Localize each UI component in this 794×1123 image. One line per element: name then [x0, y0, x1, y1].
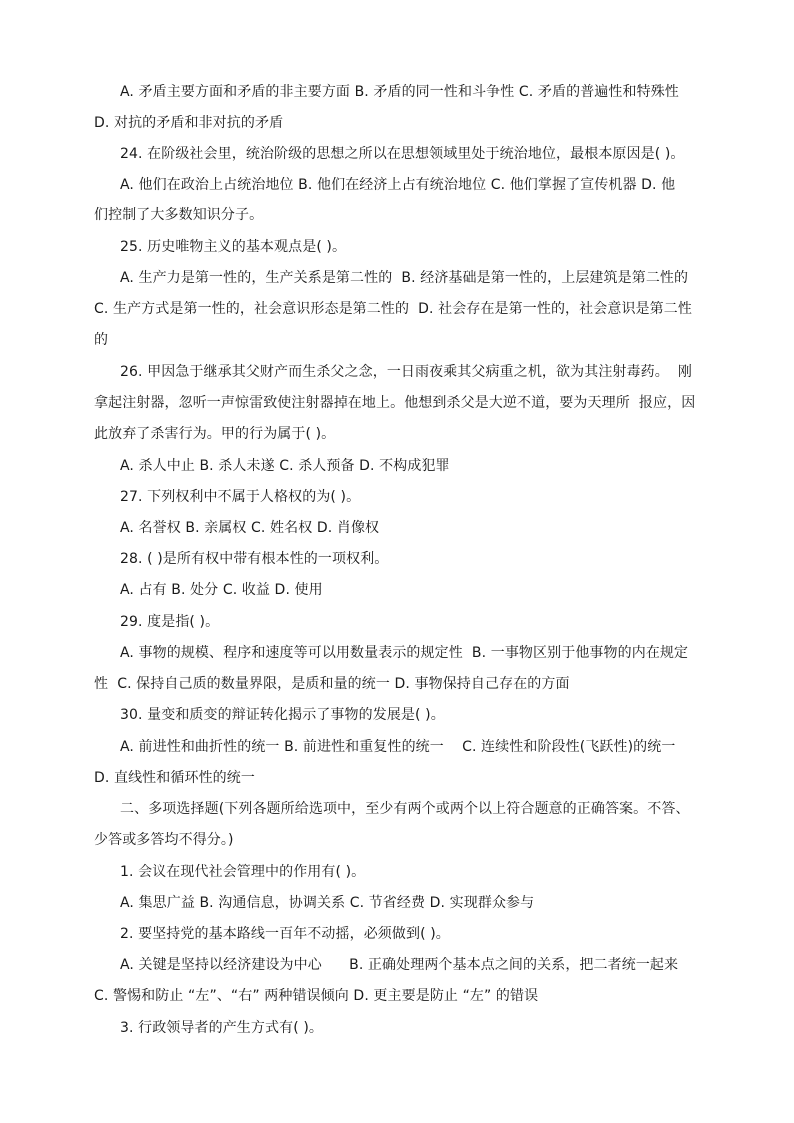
text-line: 3. 行政领导者的产生方式有( )。	[120, 1020, 323, 1036]
text-line: 的	[94, 332, 109, 348]
text-line: D. 直线性和循环性的统一	[94, 770, 255, 786]
text-line: 29. 度是指( )。	[120, 614, 220, 630]
text-line: 性 C. 保持自己质的数量界限，是质和量的统一 D. 事物保持自己存在的方面	[94, 676, 570, 692]
text-line: 30. 量变和质变的辩证转化揭示了事物的发展是( )。	[120, 707, 445, 723]
text-line: C. 生产方式是第一性的，社会意识形态是第二性的 D. 社会存在是第一性的，社会意识是第二性	[94, 301, 692, 317]
text-line: C. 警惕和防止 “左”、“右” 两种错误倾向 D. 更主要是防止 “左” 的错误	[94, 988, 539, 1004]
text-line: A. 事物的规模、程序和速度等可以用数量表示的规定性 B. 一事物区别于他事物的内在规定	[120, 645, 689, 661]
text-line: A. 矛盾主要方面和矛盾的非主要方面 B. 矛盾的同一性和斗争性 C. 矛盾的普遍性和特殊性	[120, 84, 679, 100]
text-line: A. 集思广益 B. 沟通信息，协调关系 C. 节省经费 D. 实现群众参与	[120, 895, 535, 911]
text-line: 2. 要坚持党的基本路线一百年不动摇，必须做到( )。	[120, 926, 450, 942]
text-line: D. 对抗的矛盾和非对抗的矛盾	[94, 115, 284, 131]
text-line: A. 关键是坚持以经济建设为中心 B. 正确处理两个基本点之间的关系，把二者统一起来	[120, 957, 679, 973]
text-line: 少答或多答均不得分。)	[94, 832, 234, 848]
text-line: A. 前进性和曲折性的统一 B. 前进性和重复性的统一 C. 连续性和阶段性(飞跃性)的统一	[120, 739, 676, 755]
text-line: 此放弃了杀害行为。甲的行为属于( )。	[94, 426, 336, 442]
text-line: A. 名誉权 B. 亲属权 C. 姓名权 D. 肖像权	[120, 520, 380, 536]
text-line: A. 他们在政治上占统治地位 B. 他们在经济上占有统治地位 C. 他们掌握了宣传机器 D. 他	[120, 177, 676, 193]
text-line: 1. 会议在现代社会管理中的作用有( )。	[120, 864, 366, 880]
text-line: A. 占有 B. 处分 C. 收益 D. 使用	[120, 582, 323, 598]
section-heading: 二、多项选择题(下列各题所给选项中，至少有两个或两个以上符合题意的正确答案。不答、	[120, 801, 690, 817]
text-line: A. 生产力是第一性的，生产关系是第二性的 B. 经济基础是第一性的，上层建筑是第二性的	[120, 270, 689, 286]
text-line: 24. 在阶级社会里，统治阶级的思想之所以在思想领域里处于统治地位，最根本原因是( )。	[120, 146, 685, 162]
text-line: 27. 下列权利中不属于人格权的为( )。	[120, 489, 361, 505]
text-line: 们控制了大多数知识分子。	[94, 207, 264, 223]
text-line: A. 杀人中止 B. 杀人未遂 C. 杀人预备 D. 不构成犯罪	[120, 458, 450, 474]
text-line: 25. 历史唯物主义的基本观点是( )。	[120, 239, 347, 255]
text-line: 28. ( )是所有权中带有根本性的一项权利。	[120, 551, 389, 567]
text-line: 拿起注射器，忽听一声惊雷致使注射器掉在地上。他想到杀父是大逆不道，要为天理所 报应，因	[94, 395, 696, 411]
text-line: 26. 甲因急于继承其父财产而生杀父之念，一日雨夜乘其父病重之机，欲为其注射毒药。 刚	[120, 364, 693, 380]
